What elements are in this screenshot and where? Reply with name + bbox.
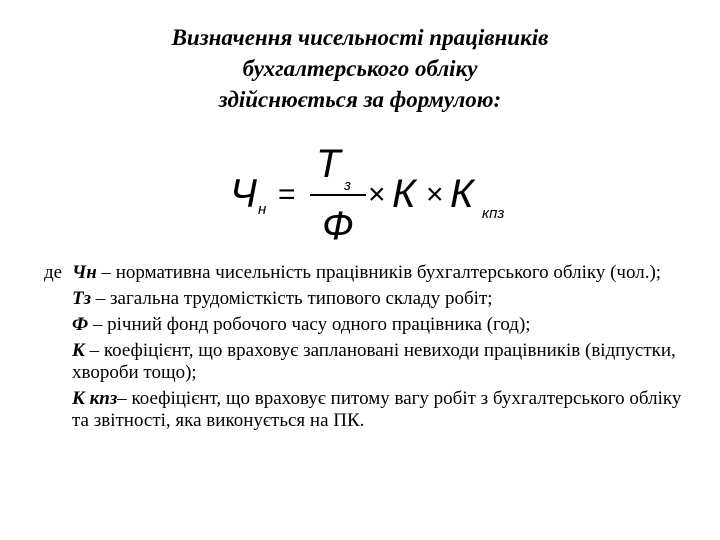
definition-item xyxy=(72,340,684,384)
definition-text: – загальна трудомісткість типового складу робіт; xyxy=(91,288,493,309)
formula xyxy=(228,140,528,250)
formula-equals: = xyxy=(278,178,296,211)
title-line-2: бухгалтерського обліку xyxy=(242,56,478,81)
formula-k2: К xyxy=(450,172,474,216)
slide-title xyxy=(0,22,720,115)
formula-times-1: × xyxy=(368,178,386,211)
definition-item xyxy=(72,288,684,310)
definition-text: – річний фонд робочого часу одного працівника (год); xyxy=(88,314,531,335)
definitions-row xyxy=(44,262,684,436)
definitions-list xyxy=(44,262,684,436)
definition-item xyxy=(72,388,684,432)
definition-text: – коефіцієнт, що враховує заплановані невиходи працівників (відпустки, хвороби тощо); xyxy=(72,340,676,383)
definitions-prefix: де xyxy=(44,262,63,283)
title-line-3: здійснюється за формулою: xyxy=(218,87,502,112)
definitions-body xyxy=(72,262,684,436)
definition-symbol: Тз xyxy=(72,288,92,309)
formula-numerator-subscript: з xyxy=(344,177,351,194)
formula-lhs: Ч xyxy=(230,172,257,216)
formula-denominator: Ф xyxy=(322,204,354,248)
formula-numerator: Т xyxy=(316,142,341,186)
title-line-1: Визначення чисельності працівників xyxy=(171,25,549,50)
definition-symbol: Ф xyxy=(72,314,89,335)
formula-k1: К xyxy=(392,172,416,216)
formula-times-2: × xyxy=(426,178,444,211)
definition-item xyxy=(72,314,684,336)
definition-item xyxy=(72,262,684,284)
fraction-bar xyxy=(310,194,366,196)
definition-symbol: К xyxy=(72,340,85,361)
formula-lhs-subscript: н xyxy=(258,201,267,218)
definition-text: – нормативна чисельність працівників бухгалтерського обліку (чол.); xyxy=(96,262,662,283)
formula-k2-subscript: кпз xyxy=(482,205,505,222)
definition-text: – коефіцієнт, що враховує питому вагу робіт з бухгалтерського обліку та звітності, яка виконується на ПК. xyxy=(72,388,682,431)
definition-symbol: Чн xyxy=(72,262,97,283)
definition-symbol: К кпз xyxy=(72,388,118,409)
